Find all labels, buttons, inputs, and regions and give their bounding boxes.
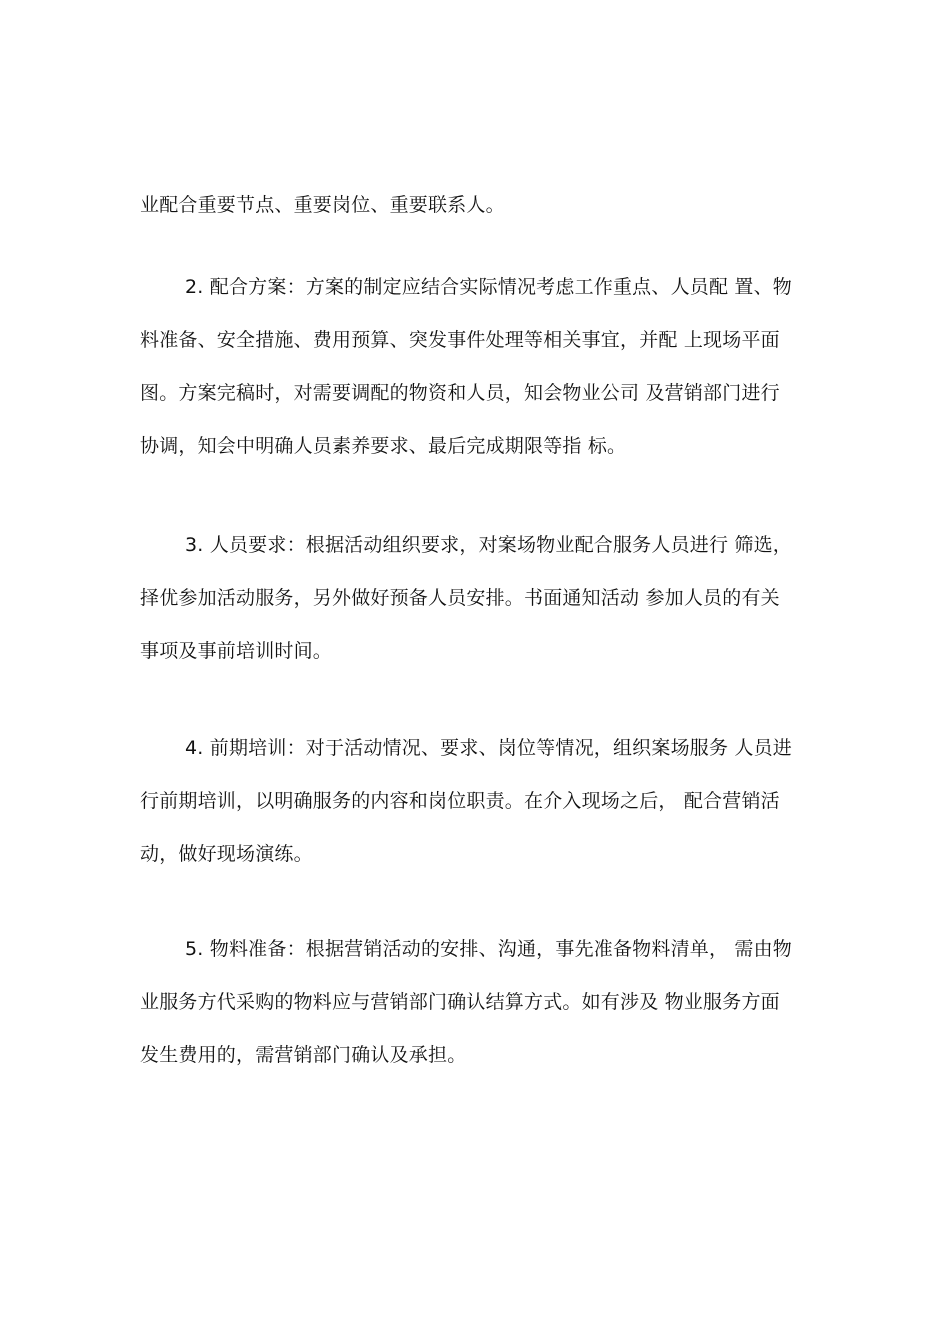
paragraph-item-5 xyxy=(140,923,840,1082)
paragraph-line: 事项及事前培训时间。 xyxy=(140,640,333,662)
paragraph-line: 发生费用的，需营销部门确认及承担。 xyxy=(140,1044,467,1066)
paragraph-line: 料准备、安全措施、费用预算、突发事件处理等相关事宜，并配 上现场平面 xyxy=(140,329,780,351)
paragraph-line: 5. 物料准备：根据营销活动的安排、沟通，事先准备物料清单， 需由物 xyxy=(185,938,793,960)
paragraph-line: 4. 前期培训：对于活动情况、要求、岗位等情况，组织案场服务 人员进 xyxy=(185,737,793,759)
paragraph-line: 择优参加活动服务，另外做好预备人员安排。书面通知活动 参加人员的有关 xyxy=(140,587,780,609)
paragraph-continuation xyxy=(140,179,840,232)
paragraph-line: 业配合重要节点、重要岗位、重要联系人。 xyxy=(140,194,505,216)
paragraph-item-3 xyxy=(140,519,840,678)
paragraph-item-4 xyxy=(140,722,840,881)
paragraph-line: 图。方案完稿时，对需要调配的物资和人员，知会物业公司 及营销部门进行 xyxy=(140,382,780,404)
paragraph-line: 3. 人员要求：根据活动组织要求，对案场物业配合服务人员进行 筛选， xyxy=(185,534,793,556)
paragraph-line: 动，做好现场演练。 xyxy=(140,843,313,865)
paragraph-line: 业服务方代采购的物料应与营销部门确认结算方式。如有涉及 物业服务方面 xyxy=(140,991,780,1013)
paragraph-line: 2. 配合方案：方案的制定应结合实际情况考虑工作重点、人员配 置、物 xyxy=(185,276,793,298)
paragraph-item-2 xyxy=(140,261,840,473)
paragraph-line: 行前期培训，以明确服务的内容和岗位职责。在介入现场之后， 配合营销活 xyxy=(140,790,780,812)
paragraph-line: 协调，知会中明确人员素养要求、最后完成期限等指 标。 xyxy=(140,435,627,457)
